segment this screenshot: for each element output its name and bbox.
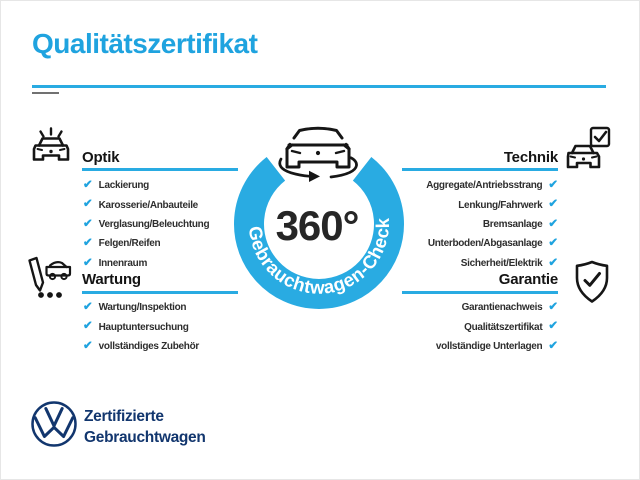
check-item (352, 195, 558, 214)
check-item (83, 195, 289, 214)
section-heading-technik: Technik (503, 149, 558, 166)
check-item-label: Unterboden/Abgasanlage (427, 238, 543, 250)
check-icon: ✔ (83, 237, 93, 250)
optik-item-list (83, 176, 289, 273)
check-item-label: Sicherheit/Elektrik (460, 257, 543, 269)
check-icon: ✔ (83, 300, 93, 313)
brand-claim (84, 406, 206, 448)
check-item (352, 337, 558, 356)
vw-logo (30, 400, 78, 448)
check-item-label: Felgen/Reifen (98, 238, 161, 250)
check-item (352, 298, 558, 317)
check-icon: ✔ (548, 256, 558, 269)
wartung-item-list (83, 298, 289, 356)
brand-claim-line2: Gebrauchtwagen (84, 429, 206, 446)
shield-check-icon (572, 259, 612, 305)
check-icon: ✔ (548, 339, 558, 352)
check-item (83, 234, 289, 253)
brand-claim-line1: Zertifizierte (84, 408, 164, 425)
pencil-car-checklist-icon (26, 256, 74, 304)
check-item (352, 317, 558, 336)
car-shine-icon (28, 124, 74, 170)
check-item (352, 215, 558, 234)
check-icon: ✔ (83, 320, 93, 333)
degree-label: 360° (275, 202, 359, 249)
section-heading-garantie: Garantie (498, 271, 558, 288)
check-item-label: Verglasung/Beleuchtung (98, 218, 210, 230)
car-checkbox-icon (564, 126, 612, 174)
page-title: Qualitätszertifikat (32, 28, 258, 59)
check-item-label: Wartung/Inspektion (98, 302, 187, 314)
check-item-label: Aggregate/Antriebsstrang (426, 180, 543, 192)
check-icon: ✔ (548, 320, 558, 333)
car-rotation-icon (280, 128, 357, 182)
section-heading-wartung: Wartung (82, 271, 141, 288)
section-divider-garantie (402, 291, 558, 294)
check-icon: ✔ (83, 256, 93, 269)
check-item (83, 298, 289, 317)
check-item (352, 234, 558, 253)
check-item-label: vollständige Unterlagen (435, 340, 543, 352)
check-icon: ✔ (548, 237, 558, 250)
check-item-label: Innenraum (98, 257, 148, 269)
check-item-label: Garantienachweis (461, 302, 543, 314)
check-item (352, 176, 558, 195)
ring-label: Gebrauchtwagen-Check (244, 217, 394, 298)
check-item-label: Lenkung/Fahrwerk (458, 199, 543, 211)
check-item (83, 215, 289, 234)
section-heading-optik: Optik (82, 149, 120, 166)
check-icon: ✔ (548, 217, 558, 230)
check-item-label: vollständiges Zubehör (98, 340, 200, 352)
check-item-label: Qualitätszertifikat (464, 321, 543, 333)
check-icon: ✔ (548, 178, 558, 191)
check-item (83, 176, 289, 195)
check-icon: ✔ (83, 198, 93, 211)
check-icon: ✔ (548, 198, 558, 211)
check-item (83, 317, 289, 336)
garantie-item-list (352, 298, 558, 356)
check-icon: ✔ (548, 300, 558, 313)
check-item-label: Bremsanlage (482, 218, 543, 230)
section-divider-optik (82, 168, 238, 171)
check-icon: ✔ (83, 217, 93, 230)
section-divider-technik (402, 168, 558, 171)
section-divider-wartung (82, 291, 238, 294)
check-icon: ✔ (83, 339, 93, 352)
technik-item-list (352, 176, 558, 273)
check-item-label: Lackierung (98, 180, 149, 192)
check-item-label: Hauptuntersuchung (98, 321, 189, 333)
check-item-label: Karosserie/Anbauteile (98, 199, 198, 211)
check-icon: ✔ (83, 178, 93, 191)
check-item (83, 337, 289, 356)
